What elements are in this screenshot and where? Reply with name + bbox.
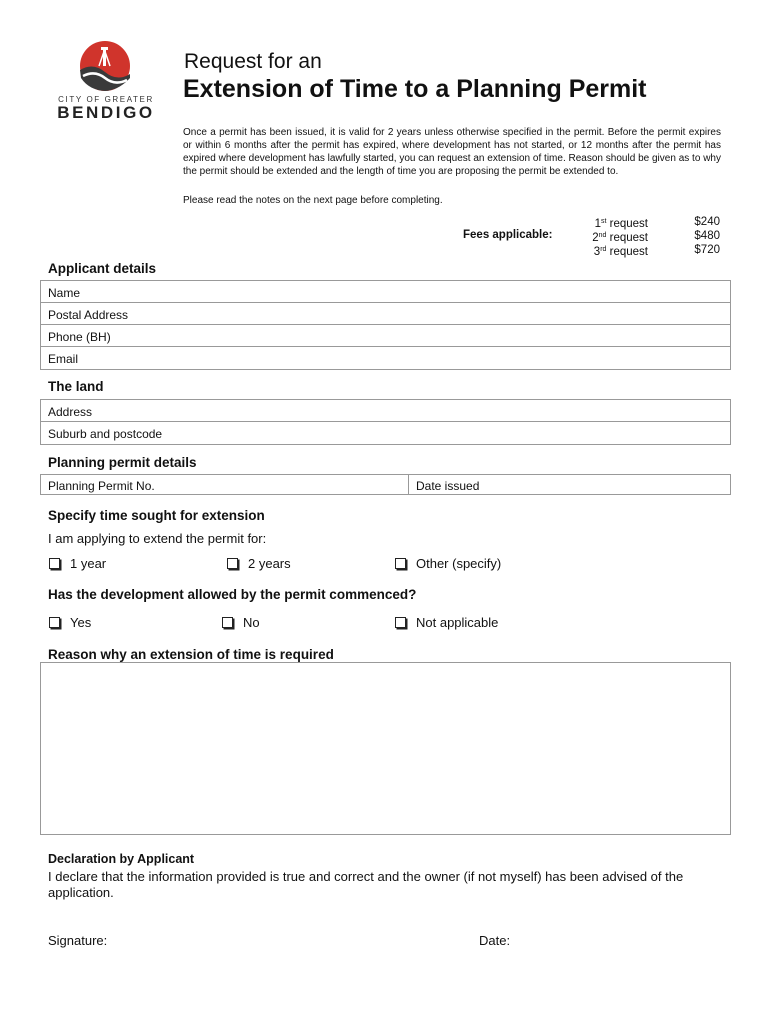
land-heading: The land	[48, 379, 104, 394]
date-issued-field[interactable]: Date issued	[416, 479, 480, 493]
permit-fields	[40, 474, 731, 495]
form-title: Extension of Time to a Planning Permit	[183, 75, 647, 103]
checkbox-icon[interactable]	[227, 558, 238, 569]
permit-number-field[interactable]: Planning Permit No.	[48, 479, 155, 493]
reason-heading: Reason why an extension of time is required	[48, 647, 334, 662]
option-1-year[interactable]: 1 year	[49, 556, 106, 571]
suburb-postcode-field[interactable]: Suburb and postcode	[48, 427, 163, 441]
option-other-specify[interactable]: Other (specify)	[395, 556, 501, 571]
name-field[interactable]: Name	[41, 281, 730, 303]
fee-request-2: 2nd request	[592, 232, 648, 244]
phone-field[interactable]: Phone (BH)	[41, 325, 730, 347]
fees-label: Fees applicable:	[463, 229, 553, 241]
fee-request-1: 1st request	[594, 218, 648, 230]
postal-address-field[interactable]: Postal Address	[41, 303, 730, 325]
signature-label[interactable]: Signature:	[48, 933, 108, 948]
checkbox-icon[interactable]	[222, 617, 233, 628]
applicant-heading: Applicant details	[48, 261, 157, 276]
option-not-applicable[interactable]: Not applicable	[395, 615, 498, 630]
email-field[interactable]: Email	[48, 352, 79, 366]
intro-note: Please read the notes on the next page before completing.	[183, 195, 443, 206]
city-logo	[46, 40, 166, 124]
checkbox-icon[interactable]	[395, 558, 406, 569]
land-address-field[interactable]: Address	[41, 400, 730, 422]
option-no[interactable]: No	[222, 615, 260, 630]
reason-textarea[interactable]	[40, 662, 731, 835]
logo-city-text: CITY OF GREATER	[58, 95, 154, 104]
checkbox-icon[interactable]	[395, 617, 406, 628]
land-fields	[40, 399, 731, 445]
checkbox-icon[interactable]	[49, 558, 60, 569]
permit-heading: Planning permit details	[48, 455, 197, 470]
intro-paragraph: Once a permit has been issued, it is valid for 2 years unless otherwise specified in the permit. Before the permit expires or within 6 months after the permit has expired, where development has not started, or 12 months after the permit has expired where development has lawfully started, you can request an extension of time. Reason should be given as to why the permit should be extended and the length of time you are proposing the permit be extended to.	[183, 127, 721, 177]
declaration-text: I declare that the information provided is true and correct and the owner (if not myself) has been advised of the application.	[48, 869, 684, 900]
logo-name-text: BENDIGO	[57, 103, 155, 122]
declaration-heading: Declaration by Applicant	[48, 852, 195, 866]
fee-request-3: 3rd request	[593, 246, 648, 258]
option-2-years[interactable]: 2 years	[227, 556, 291, 571]
date-label[interactable]: Date:	[479, 933, 511, 948]
option-yes[interactable]: Yes	[49, 615, 91, 630]
fee-amount-2: $480	[694, 230, 720, 242]
commenced-heading: Has the development allowed by the permit commenced?	[48, 587, 417, 602]
time-sought-heading: Specify time sought for extension	[48, 508, 265, 523]
checkbox-icon[interactable]	[49, 617, 60, 628]
fee-amount-1: $240	[694, 216, 720, 228]
form-subtitle: Request for an	[184, 50, 322, 73]
applicant-fields	[40, 280, 731, 370]
bendigo-logo-icon	[79, 40, 131, 92]
time-sought-prompt: I am applying to extend the permit for:	[48, 531, 267, 546]
fee-amount-3: $720	[694, 244, 720, 256]
